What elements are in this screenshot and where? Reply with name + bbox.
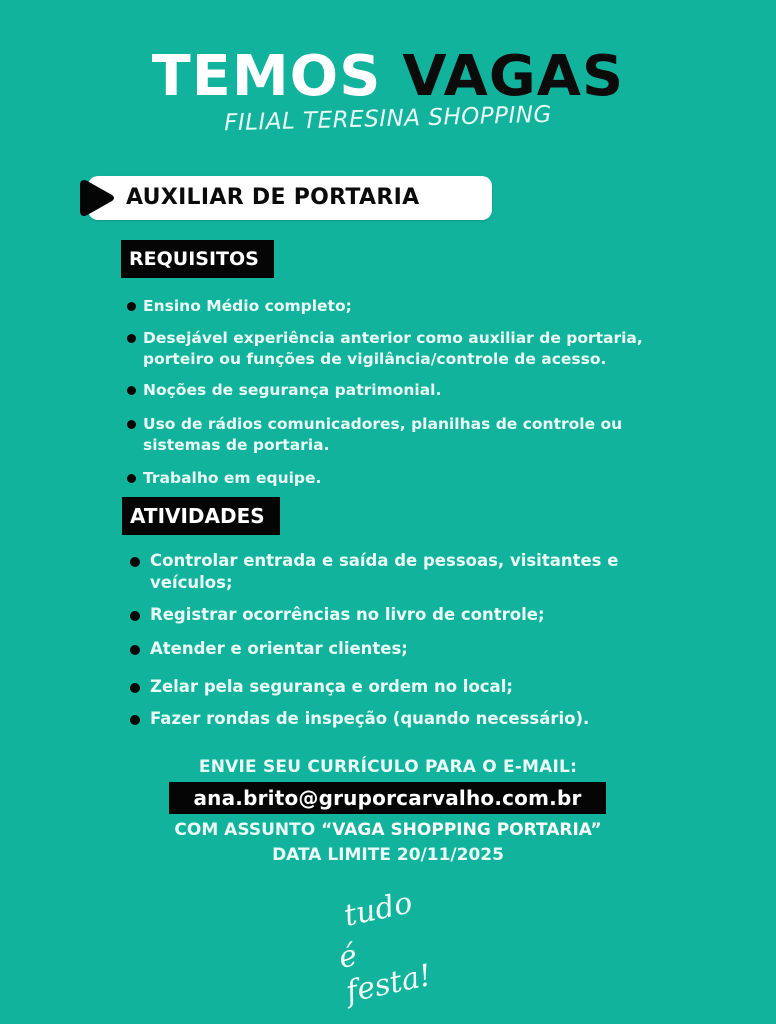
list-item: Uso de rádios comunicadores, planilhas de controle ou sistemas de portaria. xyxy=(127,414,647,456)
list-item: Atender e orientar clientes; xyxy=(130,638,650,660)
play-arrow-icon xyxy=(78,176,118,220)
subject-prefix: COM ASSUNTO xyxy=(174,820,322,840)
email-subject: “VAGA SHOPPING PORTARIA” xyxy=(321,820,602,840)
bullet-icon xyxy=(127,474,136,483)
brand-signature-logo xyxy=(327,880,454,1011)
cv-instruction: ENVIE SEU CURRÍCULO PARA O E-MAIL: xyxy=(198,757,578,777)
contact-email[interactable]: ana.brito@gruporcarvalho.com.br xyxy=(169,782,606,814)
requirements-heading: REQUISITOS xyxy=(121,240,274,278)
list-item: Trabalho em equipe. xyxy=(127,468,687,489)
signature-line2: é festa! xyxy=(335,937,435,1011)
bullet-icon xyxy=(130,715,140,725)
bullet-icon xyxy=(127,334,136,343)
headline-part1: TEMOS xyxy=(151,44,382,109)
bullet-icon xyxy=(130,645,140,655)
bullet-icon xyxy=(127,420,136,429)
headline-part2: VAGAS xyxy=(402,44,625,109)
bullet-icon xyxy=(130,683,140,693)
deadline: DATA LIMITE 20/11/2025 xyxy=(272,845,504,865)
email-subject-line xyxy=(0,820,776,840)
signature-line1: tudo xyxy=(341,885,416,934)
bullet-icon xyxy=(127,386,136,395)
activities-heading: ATIVIDADES xyxy=(122,497,280,535)
list-item: Registrar ocorrências no livro de controle; xyxy=(130,604,650,626)
bullet-icon xyxy=(127,302,136,311)
bullet-icon xyxy=(130,611,140,621)
bullet-icon xyxy=(130,557,140,567)
list-item: Controlar entrada e saída de pessoas, visitantes e veículos; xyxy=(130,550,630,594)
list-item: Fazer rondas de inspeção (quando necessário). xyxy=(130,708,650,730)
list-item: Ensino Médio completo; xyxy=(127,296,687,317)
list-item: Zelar pela segurança e ordem no local; xyxy=(130,676,650,698)
list-item: Desejável experiência anterior como auxiliar de portaria, porteiro ou funções de vigilância/controle de acesso. xyxy=(127,328,667,370)
branch-subtitle: FILIAL TERESINA SHOPPING xyxy=(223,101,553,137)
list-item: Noções de segurança patrimonial. xyxy=(127,380,687,401)
role-title: AUXILIAR DE PORTARIA xyxy=(126,185,420,210)
